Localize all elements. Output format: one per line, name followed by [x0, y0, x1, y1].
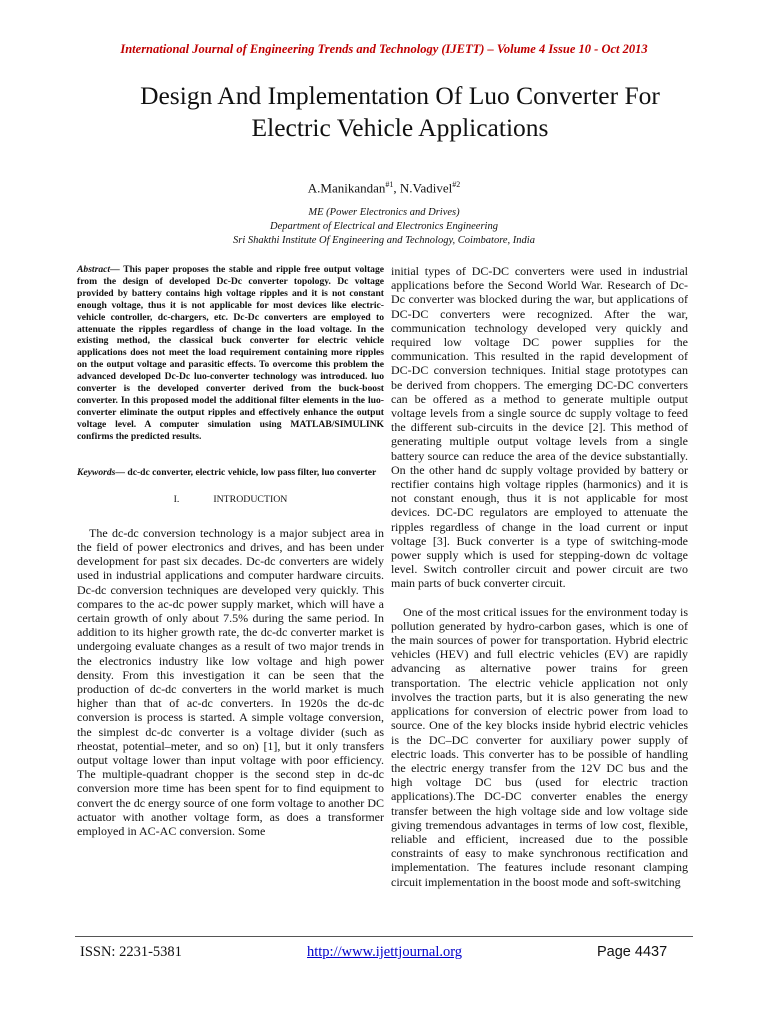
left-column	[77, 264, 384, 838]
body-paragraph: One of the most critical issues for the environment today is pollution generated by hydro-carbon gases, which is one of the main sources of power for transportation. Hybrid electric vehicles (HEV) and full electric vehicles (EV) are rapidly advancing as alternative power trains for green transportation. The electric vehicle application not only involves the traction parts, but it is also generating the new applications for conversion of electric power from load to source. One of the key blocks inside hybrid electric vehicles is the DC–DC converter for auxiliary power supply of electric loads. This converter has to be possible of handling the electric energy transfer from the 12V DC bus and the high voltage DC bus (used for electric traction applications).The DC-DC converter enables the energy transfer between the high voltage side and low voltage side giving tremendous advantages in terms of low cost, flexible, reliable and efficient, increased due to the possible constraints of easy to make synchronous rectification and implementation. The features include resonant clamping circuit implementation in the boost mode and soft-switching	[391, 604, 688, 889]
footer-issn: ISSN: 2231-5381	[80, 944, 182, 960]
author-2: N.Vadivel	[399, 180, 453, 196]
keywords-label: Keywords	[77, 466, 116, 478]
footer-divider	[75, 936, 693, 937]
right-column	[391, 264, 688, 889]
section-title: INTRODUCTION	[213, 493, 288, 505]
affiliation-degree: ME (Power Electronics and Drives)	[308, 207, 460, 218]
body-paragraph: The dc-dc conversion technology is a major subject area in the field of power electronics and drives, and has been under development for past six decades. Dc-dc converters are widely used in industrial applications and computer hardware circuits. Dc-dc conversion techniques are developed very quickly. This compares to the ac-dc power supply market, which will have a certain growth of only about 7.5% during the same period. In addition to its higher growth rate, the dc-dc converter market is undergoing evaluate changes as a result of two major trends in the electronics industry like low voltage and high power density. From this investigation it can be seen that the production of dc-dc converters in the world market is much higher than that of ac-dc converters. In 1920s the dc-dc conversion is process is started. A simple voltage conversion, the simplest dc-dc converter is a voltage divider (such as rheostat, potential–meter, and so on) [1], but it only transfers output voltage lower than input voltage with poor efficiency. The multiple-quadrant chopper is the second step in dc-dc conversion more time has been spent for to find equipment to convert the dc energy source of one form voltage to another DC actuator with another voltage form, as does a transformer employed in AC-AC conversion. Some	[77, 525, 384, 838]
paper-title: Design And Implementation Of Luo Converter For Electric Vehicle Applications	[140, 81, 660, 142]
authors-line	[0, 180, 768, 196]
abstract-label: Abstract	[77, 264, 111, 275]
body-paragraph: initial types of DC-DC converters were used in industrial applications before the Second World War. Research of Dc-Dc converter was blocked during the war, but applications of DC-DC converters were recognized. After the war, communication technology developed very quickly and required low voltage DC power supplies for the communication. This resulted in the rapid development of DC-DC conversion techniques. Initial stage prototypes can be derived from choppers. The emerging DC-DC converters can be offered as a method to generate multiple output voltage levels from a single source dc supply voltage to feed the different sub-circuits in the device [2]. This method of generating multiple output voltage levels from a single battery source can reduce the area of the device substantially. On the other hand dc supply voltage provided by battery or rectifier contains high voltage ripples (harmonics) and it is not constant enough, thus it is not applicable for most devices. DC-DC regulators are employed to attenuate the ripples regardless of change in the load current or input voltage [3]. Buck converter is a type of switching-mode power supply which is used for stepping-down dc voltage level. Switch controller circuit and power circuit are two main parts of buck converter circuit.	[391, 264, 688, 591]
page-number: Page 4437	[597, 944, 668, 960]
journal-header: International Journal of Engineering Trends and Technology (IJETT) – Volume 4 Issue 10 - Oct 2013	[120, 42, 648, 56]
section-number: I.	[173, 493, 180, 505]
author-2-affiliation-mark: #2	[452, 180, 461, 189]
keywords-text: — dc-dc converter, electric vehicle, low pass filter, luo converter	[115, 466, 377, 478]
keywords	[77, 467, 384, 479]
author-separator: ,	[393, 180, 400, 196]
abstract-text: — This paper proposes the stable and ripple free output voltage from the design of developed Dc-Dc converter topology. Dc voltage provided by battery contains high voltage ripples and it is not constant enough voltage, thus it is not applicable for most devices like electric-vehicle controller, dc-chargers, etc. Dc-Dc converters are employed to attenuate the ripples regardless of change in the load voltage. In the existing method, the classical buck converter for electric vehicle applications does not meet the load requirement containing more ripples on the output voltage and parasitic effects. To overcome this problem the advanced developed Dc-Dc luo-converter technology was introduced. luo converter is the developed converter derived from the buck-boost converter. In this proposed model the additional filter elements in the luo-converter eliminate the output ripples and effectively enhance the output voltage level. A computer simulation using MATLAB/SIMULINK confirms the predicted results.	[77, 264, 384, 442]
section-heading-introduction	[77, 493, 384, 507]
affiliation-department: Department of Electrical and Electronics Engineering	[270, 221, 498, 232]
author-1: A.Manikandan	[307, 180, 386, 196]
affiliation-institute: Sri Shakthi Institute Of Engineering and Technology, Coimbatore, India	[233, 235, 535, 246]
journal-website-link[interactable]: http://www.ijettjournal.org	[307, 944, 463, 960]
abstract	[77, 264, 384, 443]
author-1-affiliation-mark: #1	[385, 180, 394, 189]
